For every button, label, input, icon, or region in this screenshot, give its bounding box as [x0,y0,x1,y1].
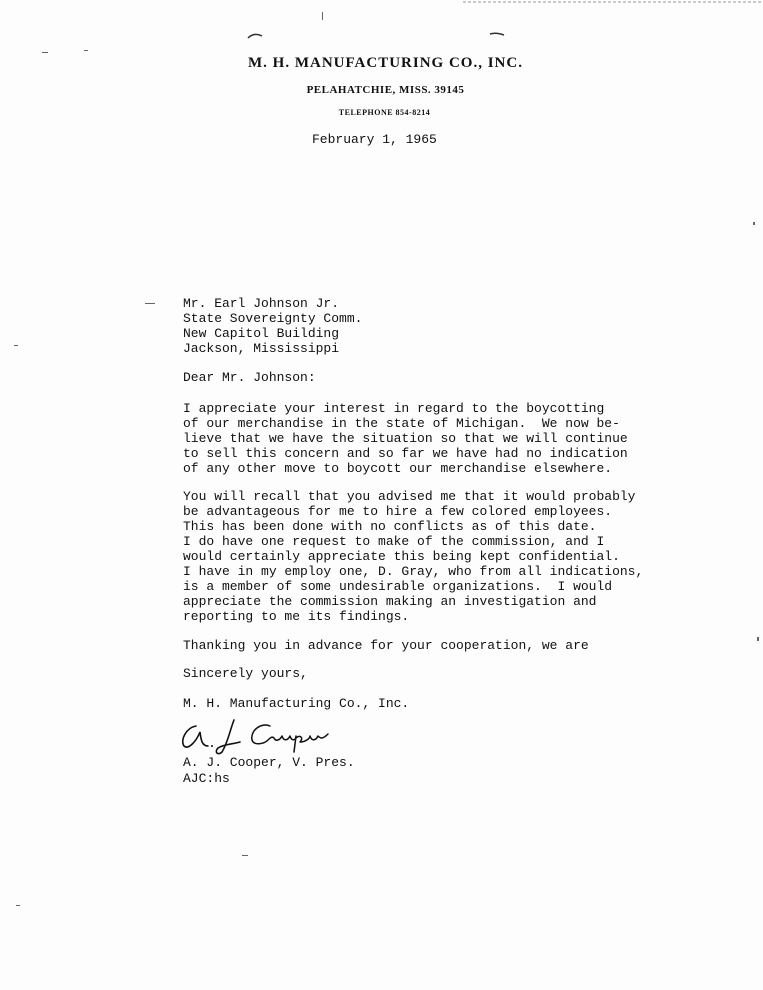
salutation: Dear Mr. Johnson: [183,370,316,385]
inside-address [183,296,362,356]
scan-edge-artifact [463,0,763,4]
scan-speck [757,637,759,641]
complimentary-close: Sincerely yours, [183,666,308,681]
scan-speck [242,855,248,856]
company-signature-line: M. H. Manufacturing Co., Inc. [183,696,410,711]
body-paragraph: Thanking you in advance for your cooperation, we are [183,638,589,653]
body-paragraph: You will recall that you advised me that it would probably be advantageous for me to hire a few colored employees. This has been done with no conflicts as of this date. I do have one request to make of the commission, and I would certainly appreciate this being kept confidential. I have in my employ one, D. Gray, who from all indications, is a member of some undesirable organizations. I would appreciate the commission making an investigation and reporting to me its findings. [183,489,644,624]
letterhead-telephone: TELEPHONE 854-8214 [338,108,431,117]
body-paragraph: I appreciate your interest in regard to the boycotting of our merchandise in the state of Michigan. We now be- lieve that we have the situation so that we will continue to sell this concern and so far we have had no indication of any other move to boycott our merchandise elsewhere. [183,401,628,476]
letter-date: February 1, 1965 [312,132,437,147]
scan-speck [14,345,18,346]
header-marks [240,28,520,42]
scan-speck [322,12,323,20]
handwritten-signature [178,716,358,756]
letterhead-company: M. H. MANUFACTURING CO., INC. [248,55,523,71]
address-line: State Sovereignty Comm. [183,311,363,326]
address-line: Mr. Earl Johnson Jr. [183,296,340,311]
scan-speck [145,303,155,304]
signer-name-title: A. J. Cooper, V. Pres. [183,755,355,770]
scan-speck [42,52,48,53]
scan-speck [753,222,755,225]
scan-speck [84,50,88,51]
letterhead-address: PELAHATCHIE, MISS. 39145 [306,84,465,96]
address-line: Jackson, Mississippi [183,341,340,356]
reference-initials: AJC:hs [183,771,230,786]
scan-speck [16,905,20,906]
address-line: New Capitol Building [183,326,340,341]
